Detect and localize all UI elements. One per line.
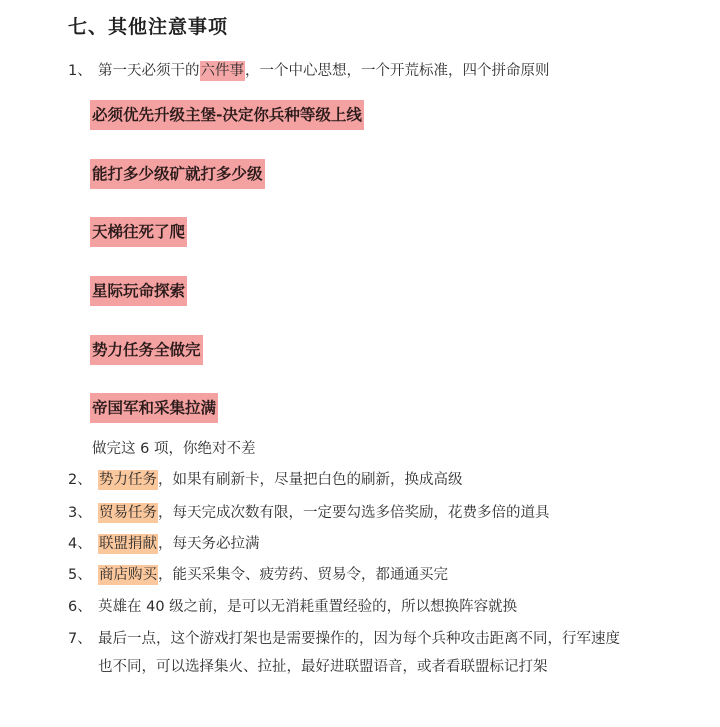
list-item-7-continuation: 也不同，可以选择集火、拉扯，最好进联盟语音，或者看联盟标记打架 <box>98 659 548 675</box>
highlight-keyword: 势力任务 <box>99 472 157 488</box>
list-item-2 <box>68 469 463 491</box>
item-text: 英雄在 40 级之前，是可以无消耗重置经验的，所以想换阵容就换 <box>98 599 518 615</box>
item-text: ，一个中心思想，一个开荒标准，四个拼命原则 <box>245 63 550 79</box>
list-item-7 <box>68 628 620 650</box>
highlight-keyword: 贸易任务 <box>99 505 157 521</box>
six-item-6: 帝国军和采集拉满 <box>90 393 218 423</box>
item-number: 1、 <box>68 63 92 79</box>
list-item-4 <box>68 533 260 555</box>
six-item-4: 星际玩命探索 <box>90 276 187 306</box>
item-number: 3、 <box>68 505 92 521</box>
six-item-1: 必须优先升级主堡-决定你兵种等级上线 <box>90 100 364 130</box>
list-item-1 <box>68 60 550 82</box>
item-text: 第一天必须干的 <box>98 63 200 79</box>
six-item-5: 势力任务全做完 <box>90 335 203 365</box>
item-text: 最后一点，这个游戏打架也是需要操作的，因为每个兵种攻击距离不同，行军速度 <box>98 631 620 647</box>
highlight-keyword: 商店购买 <box>99 567 157 583</box>
six-item-2: 能打多少级矿就打多少级 <box>90 159 265 189</box>
six-item-3: 天梯往死了爬 <box>90 217 187 247</box>
item-number: 6、 <box>68 599 92 615</box>
item-number: 5、 <box>68 567 92 583</box>
item-text: ，能买采集令、疲劳药、贸易令，都通通买完 <box>158 567 448 583</box>
list-item-3 <box>68 502 550 524</box>
item-text: ，每天务必拉满 <box>158 536 260 552</box>
highlight-six-things: 六件事 <box>200 63 244 79</box>
item-number: 2、 <box>68 472 92 488</box>
list-item-5 <box>68 564 448 586</box>
item-text: ，每天完成次数有限，一定要勾选多倍奖励，花费多倍的道具 <box>158 505 550 521</box>
item-number: 7、 <box>68 631 92 647</box>
section-title: 七、其他注意事项 <box>68 16 229 38</box>
highlight-keyword: 联盟捐献 <box>99 536 157 552</box>
item-number: 4、 <box>68 536 92 552</box>
done-note: 做完这 6 项，你绝对不差 <box>92 441 256 457</box>
item-text: ，如果有刷新卡，尽量把白色的刷新，换成高级 <box>158 472 463 488</box>
list-item-6 <box>68 596 517 618</box>
